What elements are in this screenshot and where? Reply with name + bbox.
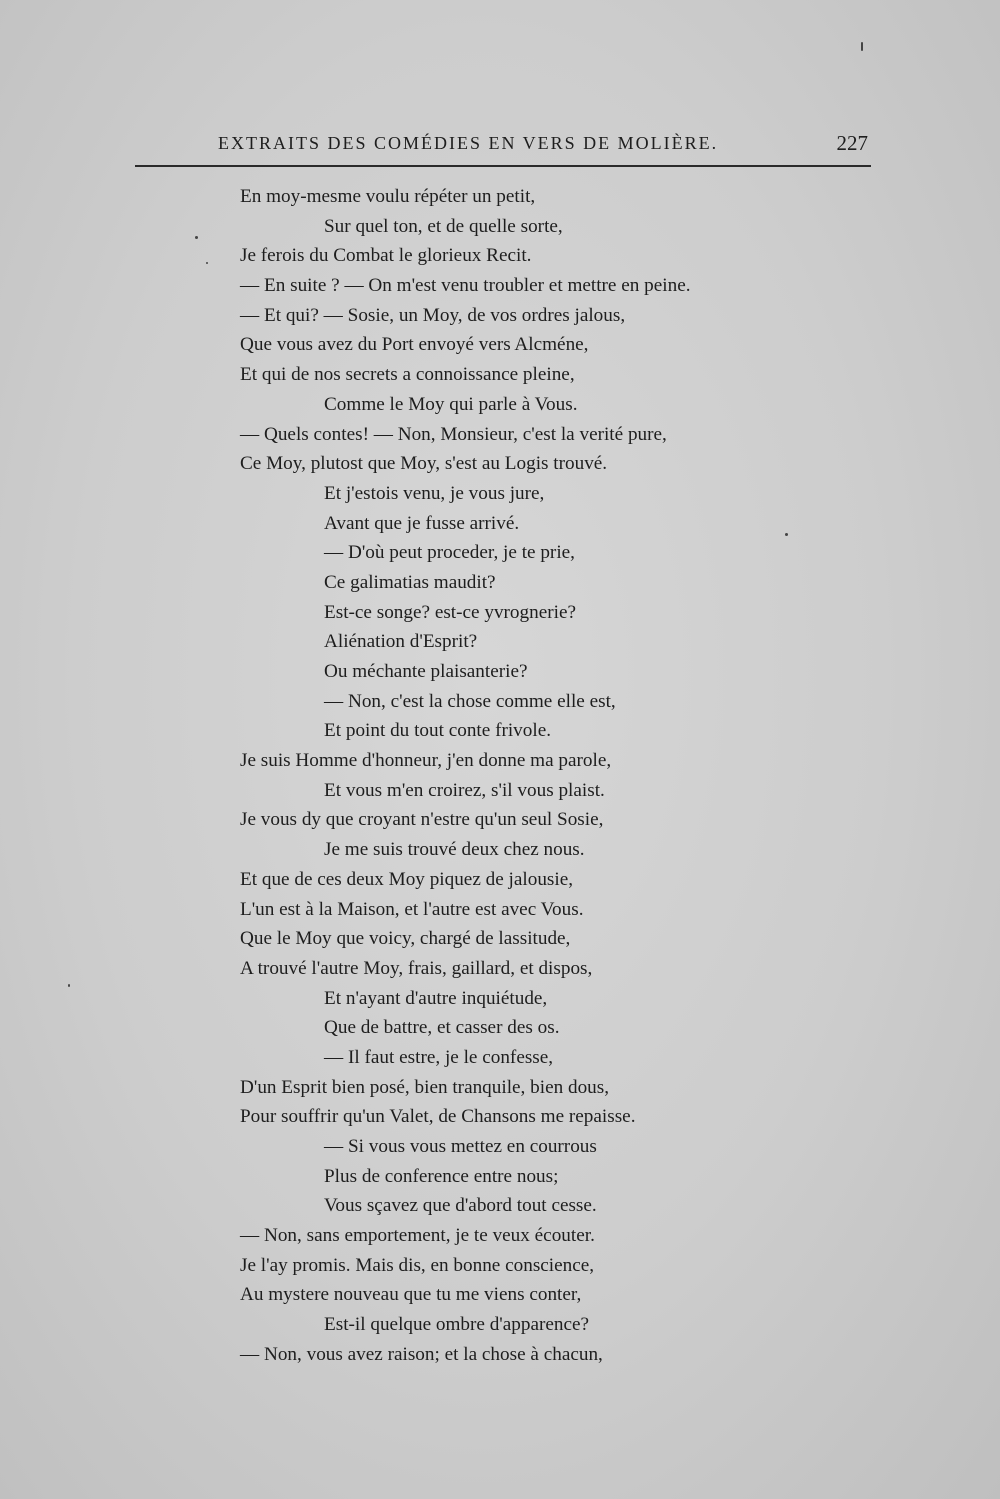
verse-line: Que de battre, et casser des os. xyxy=(324,1017,560,1039)
verse-line: Et point du tout conte frivole. xyxy=(324,720,552,742)
running-head xyxy=(218,128,870,158)
verse-line: Et j'estois venu, je vous jure, xyxy=(324,482,545,504)
verse-line: Aliénation d'Esprit? xyxy=(324,631,478,653)
paper-speck xyxy=(206,262,208,264)
verse-line: Que vous avez du Port envoyé vers Alcméne, xyxy=(240,334,589,356)
verse-block xyxy=(240,182,880,1370)
verse-line: Est-il quelque ombre d'apparence? xyxy=(324,1314,590,1336)
verse-line: Au mystere nouveau que tu me viens conter, xyxy=(240,1284,582,1306)
verse-line: Comme le Moy qui parle à Vous. xyxy=(324,393,578,415)
verse-line: Et n'ayant d'autre inquiétude, xyxy=(324,987,548,1009)
verse-line: Et qui de nos secrets a connoissance pleine, xyxy=(240,364,575,386)
verse-line: Et que de ces deux Moy piquez de jalousie, xyxy=(240,868,574,890)
verse-line: — En suite ? — On m'est venu troubler et mettre en peine. xyxy=(240,275,691,297)
verse-line: Je suis Homme d'honneur, j'en donne ma parole, xyxy=(240,750,612,772)
verse-line: Est-ce songe? est-ce yvrognerie? xyxy=(324,601,576,623)
verse-line: D'un Esprit bien posé, bien tranquile, bien dous, xyxy=(240,1076,610,1098)
verse-line: Vous sçavez que d'abord tout cesse. xyxy=(324,1195,597,1217)
verse-line: A trouvé l'autre Moy, frais, gaillard, et dispos, xyxy=(240,957,593,979)
verse-line: Que le Moy que voicy, chargé de lassitude, xyxy=(240,928,571,950)
verse-line: Je l'ay promis. Mais dis, en bonne conscience, xyxy=(240,1254,595,1276)
verse-line: — Non, c'est la chose comme elle est, xyxy=(324,690,616,712)
verse-line: — Si vous vous mettez en courrous xyxy=(324,1136,597,1157)
verse-line: — Quels contes! — Non, Monsieur, c'est la verité pure, xyxy=(240,423,667,445)
verse-line: — Il faut estre, je le confesse, xyxy=(324,1046,554,1068)
verse-line: En moy-mesme voulu répéter un petit, xyxy=(240,186,536,207)
running-title: EXTRAITS DES COMÉDIES EN VERS DE MOLIÈRE. xyxy=(218,133,719,153)
verse-line: Ou méchante plaisanterie? xyxy=(324,661,528,682)
verse-line: Plus de conference entre nous; xyxy=(324,1165,559,1187)
verse-line: Avant que je fusse arrivé. xyxy=(324,512,520,534)
verse-line: Et vous m'en croirez, s'il vous plaist. xyxy=(324,779,605,801)
paper-speck xyxy=(195,236,198,239)
verse-line: Je ferois du Combat le glorieux Recit. xyxy=(240,245,532,267)
page-number: 227 xyxy=(836,131,868,155)
paper-speck xyxy=(861,42,863,51)
verse-line: Sur quel ton, et de quelle sorte, xyxy=(324,215,563,237)
verse-line: Je vous dy que croyant n'estre qu'un seul Sosie, xyxy=(240,809,604,831)
paper-speck xyxy=(785,533,788,536)
paper-speck xyxy=(68,984,70,987)
verse-line: Je me suis trouvé deux chez nous. xyxy=(324,839,585,861)
verse-line: — D'où peut proceder, je te prie, xyxy=(324,542,575,564)
verse-line: — Et qui? — Sosie, un Moy, de vos ordres jalous, xyxy=(240,304,626,326)
verse-line: L'un est à la Maison, et l'autre est avec Vous. xyxy=(240,898,584,920)
verse-line: — Non, vous avez raison; et la chose à chacun, xyxy=(240,1343,603,1365)
verse-line: Ce galimatias maudit? xyxy=(324,571,496,593)
verse-line: Ce Moy, plutost que Moy, s'est au Logis trouvé. xyxy=(240,453,608,475)
header-rule xyxy=(135,165,871,167)
verse-line: Pour souffrir qu'un Valet, de Chansons me repaisse. xyxy=(240,1106,636,1128)
verse-line: — Non, sans emportement, je te veux écouter. xyxy=(240,1225,595,1247)
